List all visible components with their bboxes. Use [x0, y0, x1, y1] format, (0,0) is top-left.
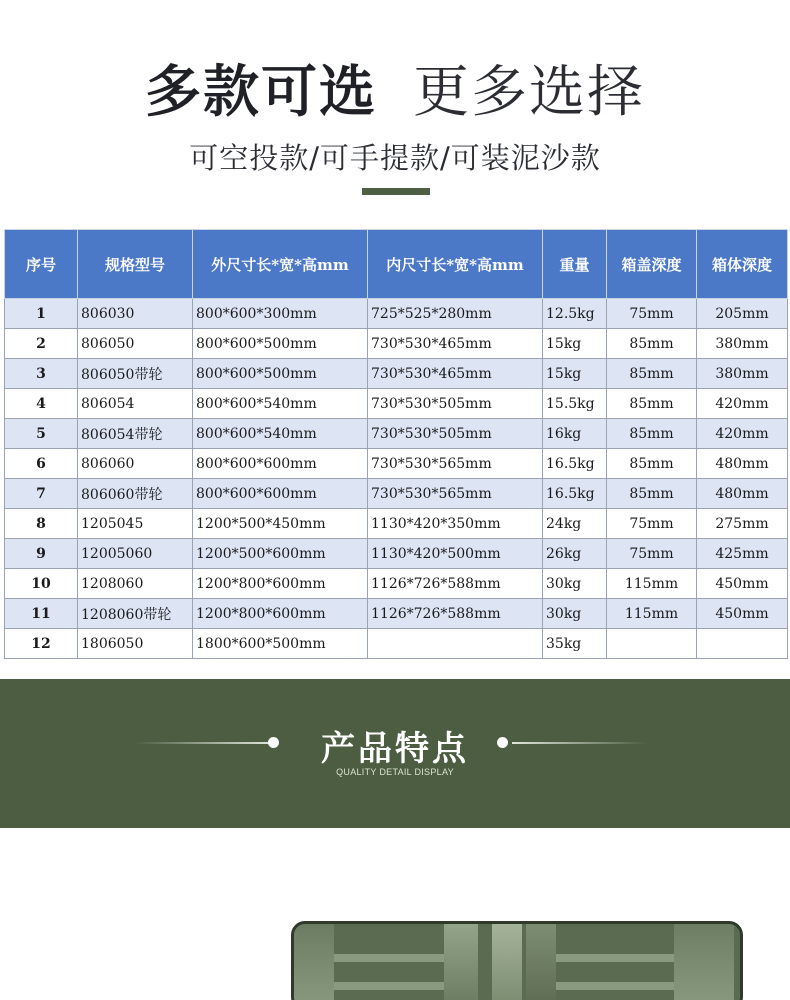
variants-subtitle: 可空投款/可手提款/可装泥沙款 — [189, 141, 601, 175]
table-row — [5, 599, 788, 629]
cell-outer-size: 800*600*300mm — [193, 299, 368, 329]
cell-body-depth: 380mm — [697, 329, 788, 359]
cell-inner-size: 1126*726*588mm — [368, 569, 543, 599]
accent-divider — [362, 188, 430, 195]
cell-index: 2 — [5, 329, 78, 359]
cell-weight: 30kg — [543, 599, 607, 629]
cell-outer-size: 800*600*500mm — [193, 329, 368, 359]
cell-lid-depth — [607, 629, 697, 659]
spec-table — [4, 229, 788, 659]
cell-lid-depth: 75mm — [607, 299, 697, 329]
features-title: 产品特点 — [321, 729, 469, 769]
cell-index: 4 — [5, 389, 78, 419]
cell-inner-size: 1126*726*588mm — [368, 599, 543, 629]
features-subtitle: QUALITY DETAIL DISPLAY — [336, 767, 454, 777]
table-row — [5, 509, 788, 539]
cell-model: 1806050 — [78, 629, 193, 659]
cell-weight: 12.5kg — [543, 299, 607, 329]
cell-index: 7 — [5, 479, 78, 509]
cell-outer-size: 800*600*540mm — [193, 419, 368, 449]
cell-index: 12 — [5, 629, 78, 659]
cell-inner-size: 730*530*505mm — [368, 419, 543, 449]
cell-model: 806054 — [78, 389, 193, 419]
cell-body-depth: 425mm — [697, 539, 788, 569]
cell-lid-depth: 85mm — [607, 449, 697, 479]
cell-model: 806030 — [78, 299, 193, 329]
cell-body-depth: 275mm — [697, 509, 788, 539]
cell-outer-size: 1200*800*600mm — [193, 599, 368, 629]
cell-outer-size: 1200*500*450mm — [193, 509, 368, 539]
cell-model: 12005060 — [78, 539, 193, 569]
cell-lid-depth: 115mm — [607, 569, 697, 599]
col-header-outer-size: 外尺寸长*宽*高mm — [193, 230, 368, 299]
headline-light: 更多选择 — [413, 60, 645, 125]
cell-index: 9 — [5, 539, 78, 569]
cell-outer-size: 800*600*500mm — [193, 359, 368, 389]
cell-inner-size — [368, 629, 543, 659]
cell-inner-size: 730*530*465mm — [368, 329, 543, 359]
cell-body-depth: 450mm — [697, 599, 788, 629]
cell-outer-size: 800*600*600mm — [193, 479, 368, 509]
headline-bold: 多款可选 — [145, 60, 377, 125]
col-header-weight: 重量 — [543, 230, 607, 299]
cell-weight: 16.5kg — [543, 449, 607, 479]
cell-outer-size: 1800*600*500mm — [193, 629, 368, 659]
table-row — [5, 359, 788, 389]
cell-body-depth: 480mm — [697, 479, 788, 509]
cell-lid-depth: 75mm — [607, 539, 697, 569]
cell-body-depth: 480mm — [697, 449, 788, 479]
table-row — [5, 479, 788, 509]
cell-lid-depth: 85mm — [607, 479, 697, 509]
cell-index: 1 — [5, 299, 78, 329]
table-row — [5, 539, 788, 569]
cell-body-depth — [697, 629, 788, 659]
cell-body-depth: 380mm — [697, 359, 788, 389]
cell-body-depth: 205mm — [697, 299, 788, 329]
table-row — [5, 449, 788, 479]
spec-table-header — [5, 230, 788, 299]
cell-inner-size: 730*530*565mm — [368, 479, 543, 509]
cell-model: 1208060带轮 — [78, 599, 193, 629]
banner-line-right — [512, 742, 647, 744]
col-header-lid-depth: 箱盖深度 — [607, 230, 697, 299]
col-header-model: 规格型号 — [78, 230, 193, 299]
cell-body-depth: 420mm — [697, 389, 788, 419]
cell-weight: 15kg — [543, 329, 607, 359]
cell-outer-size: 1200*500*600mm — [193, 539, 368, 569]
cell-inner-size: 1130*420*350mm — [368, 509, 543, 539]
cell-weight: 15kg — [543, 359, 607, 389]
headline — [0, 48, 790, 128]
cell-lid-depth: 115mm — [607, 599, 697, 629]
col-header-index: 序号 — [5, 230, 78, 299]
cell-lid-depth: 75mm — [607, 509, 697, 539]
cell-weight: 24kg — [543, 509, 607, 539]
features-banner — [0, 679, 790, 828]
cell-inner-size: 730*530*505mm — [368, 389, 543, 419]
cell-model: 806050带轮 — [78, 359, 193, 389]
cell-inner-size: 730*530*565mm — [368, 449, 543, 479]
cell-model: 806060 — [78, 449, 193, 479]
cell-body-depth: 420mm — [697, 419, 788, 449]
cell-body-depth: 450mm — [697, 569, 788, 599]
cell-weight: 30kg — [543, 569, 607, 599]
cell-model: 1205045 — [78, 509, 193, 539]
cell-weight: 35kg — [543, 629, 607, 659]
cell-model: 806054带轮 — [78, 419, 193, 449]
banner-dot-right — [497, 737, 508, 748]
cell-inner-size: 730*530*465mm — [368, 359, 543, 389]
table-row — [5, 299, 788, 329]
table-row — [5, 569, 788, 599]
cell-outer-size: 800*600*600mm — [193, 449, 368, 479]
col-header-inner-size: 内尺寸长*宽*高mm — [368, 230, 543, 299]
cell-weight: 16.5kg — [543, 479, 607, 509]
cell-lid-depth: 85mm — [607, 389, 697, 419]
col-header-body-depth: 箱体深度 — [697, 230, 788, 299]
cell-lid-depth: 85mm — [607, 329, 697, 359]
cell-model: 1208060 — [78, 569, 193, 599]
cell-inner-size: 1130*420*500mm — [368, 539, 543, 569]
cell-weight: 26kg — [543, 539, 607, 569]
cell-outer-size: 1200*800*600mm — [193, 569, 368, 599]
cell-index: 8 — [5, 509, 78, 539]
table-row — [5, 419, 788, 449]
cell-weight: 15.5kg — [543, 389, 607, 419]
cell-outer-size: 800*600*540mm — [193, 389, 368, 419]
cell-index: 11 — [5, 599, 78, 629]
cell-index: 3 — [5, 359, 78, 389]
product-photo — [291, 921, 743, 1000]
cell-inner-size: 725*525*280mm — [368, 299, 543, 329]
table-row — [5, 329, 788, 359]
table-row — [5, 629, 788, 659]
cell-lid-depth: 85mm — [607, 419, 697, 449]
cell-index: 10 — [5, 569, 78, 599]
cell-index: 6 — [5, 449, 78, 479]
cell-lid-depth: 85mm — [607, 359, 697, 389]
cell-model: 806060带轮 — [78, 479, 193, 509]
table-row — [5, 389, 788, 419]
cell-index: 5 — [5, 419, 78, 449]
cell-weight: 16kg — [543, 419, 607, 449]
cell-model: 806050 — [78, 329, 193, 359]
